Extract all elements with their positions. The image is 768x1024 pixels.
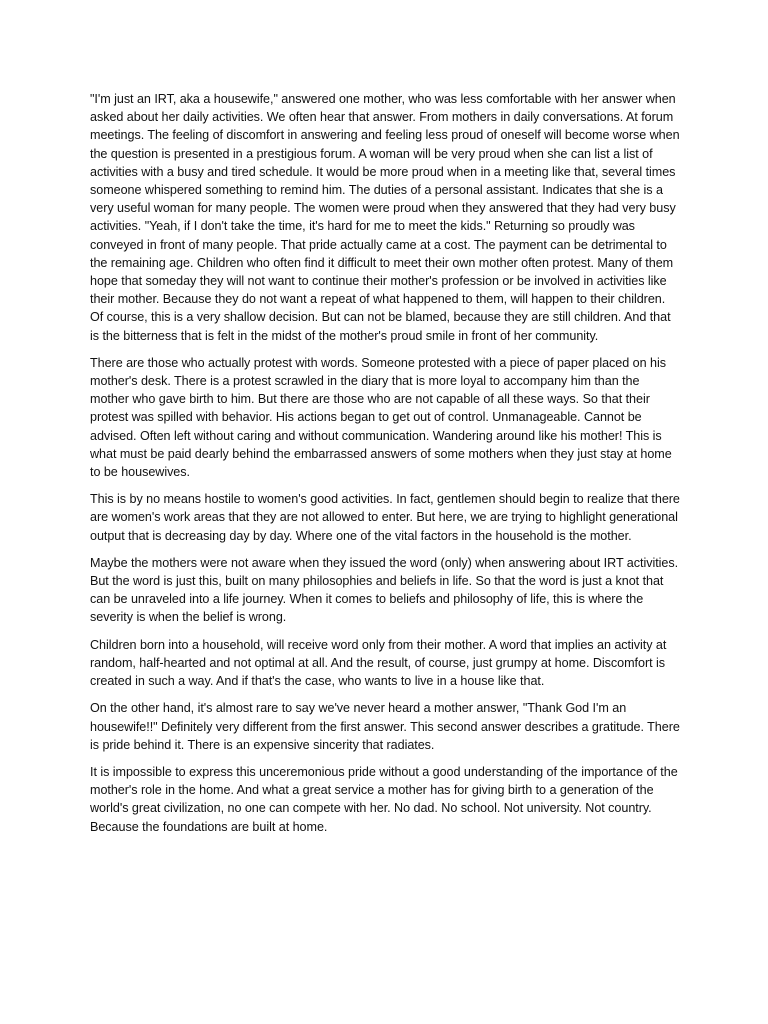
document-body bbox=[90, 90, 680, 845]
paragraph-4: Maybe the mothers were not aware when they issued the word (only) when answering about IRT activities. But the word is just this, built on many philosophies and beliefs in life. So that the word is just a knot that can be unraveled into a life journey. When it comes to beliefs and philosophy of life, this is where the severity is when the belief is wrong. bbox=[90, 555, 679, 625]
paragraph-7: It is impossible to express this unceremonious pride without a good understanding of the importance of the mother's role in the home. And what a great service a mother has for giving birth to a generation of the world's great civilization, no one can compete with her. No dad. No school. Not university. Not country. Because the foundations are built at home. bbox=[90, 764, 678, 834]
paragraph-3: This is by no means hostile to women's good activities. In fact, gentlemen should begin to realize that there are women's work areas that they are not allowed to enter. But here, we are trying to highlight generational output that is decreasing day by day. Where one of the vital factors in the household is the mother. bbox=[90, 492, 680, 543]
paragraph-5: Children born into a household, will receive word only from their mother. A word that implies an activity at random, half-hearted and not optimal at all. And the result, of course, just grumpy at home. Discomfort is created in such a way. And if that's the case, who wants to live in a house like that. bbox=[90, 637, 667, 689]
paragraph-6: On the other hand, it's almost rare to say we've never heard a mother answer, "Thank God I'm an housewife!!" Definitely very different from the first answer. This second answer describes a gratitude. There is pride behind it. There is an expensive sincerity that radiates. bbox=[90, 701, 680, 752]
paragraph-2: There are those who actually protest with words. Someone protested with a piece of paper placed on his mother's desk. There is a protest scrawled in the diary that is more loyal to accompany him than the mother who gave birth to him. But there are those who are not capable of all these ways. So that their protest was spilled with behavior. His actions began to get out of control. Unmanageable. Cannot be advised. Often left without caring and without communication. Wandering around like his mother! This is what must be paid dearly behind the embarrassed answers of some mothers when they just stay at home to be housewives. bbox=[90, 355, 672, 480]
paragraph-1: "I'm just an IRT, aka a housewife," answered one mother, who was less comfortable with her answer when asked about her daily activities. We often hear that answer. From mothers in daily conversations. At forum meetings. The feeling of discomfort in answering and feeling less proud of oneself will become worse when the question is presented in a prestigious forum. A woman will be very proud when she can list a list of activities with a busy and tired schedule. It would be more proud when in a meeting like that, several times someone whispered something to remind him. The duties of a personal assistant. Indicates that she is a very useful woman for many people. The women were proud when they answered that they had very busy activities. "Yeah, if I don't take the time, it's hard for me to meet the kids." Returning so proudly was conveyed in front of many people. That pride actually came at a cost. The payment can be detrimental to the remaining age. Children who often find it difficult to meet their own mother often protest. Many of them hope that someday they will not want to continue their mother's profession or be involved in activities like their mother. Because they do not want a repeat of what happened to them, will happen to their children. Of course, this is a very shallow decision. But can not be blamed, because they are still children. And that is the bitterness that is felt in the midst of the mother's proud smile in front of her community. bbox=[90, 92, 680, 343]
